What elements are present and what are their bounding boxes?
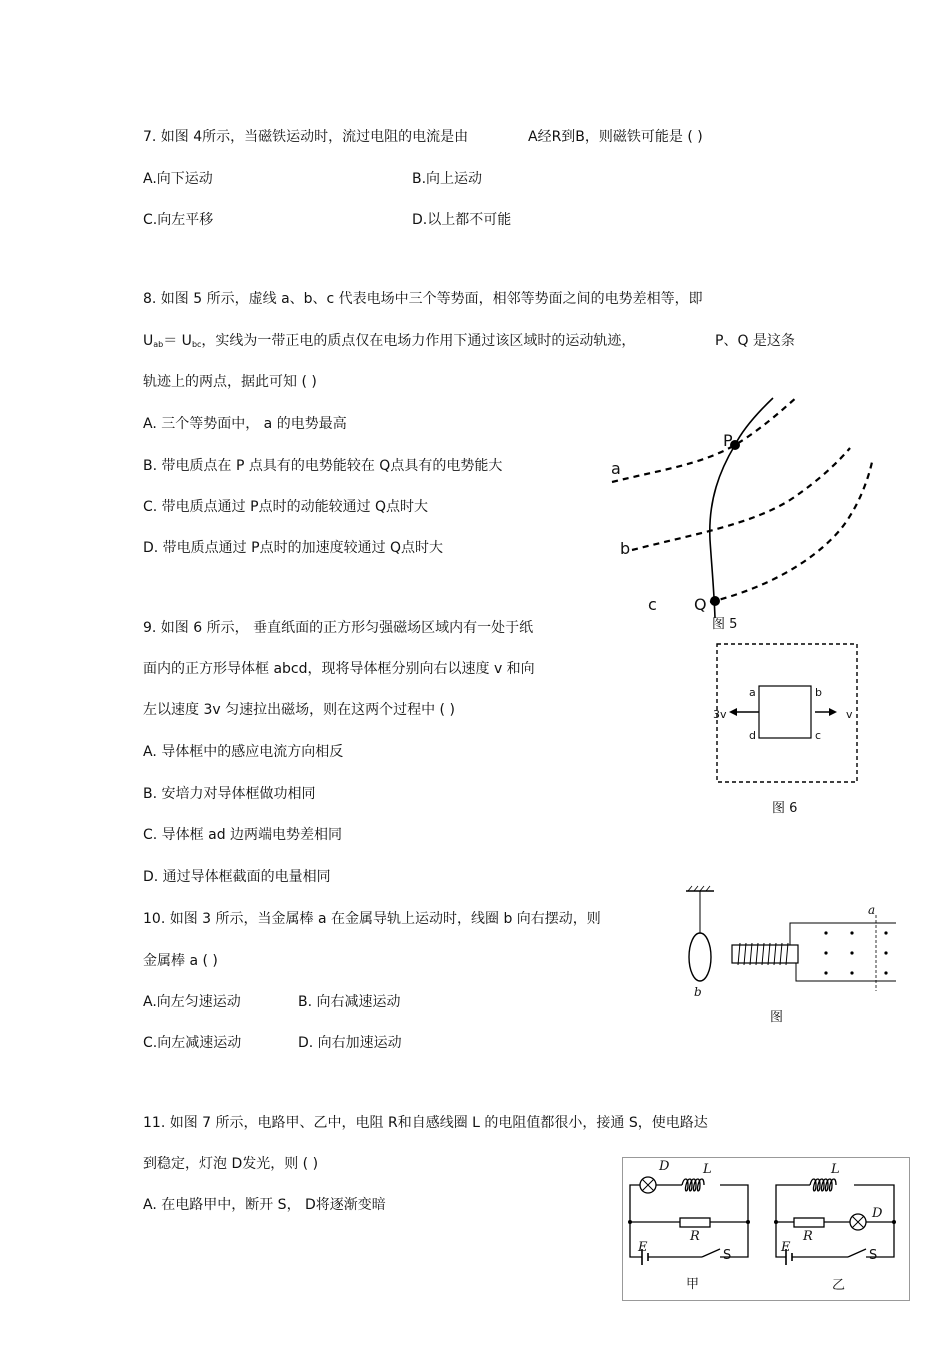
coil-l-right: [810, 1179, 836, 1191]
q8-sub-bc: bc: [191, 340, 202, 349]
q10-option-d: D. 向右加速运动: [298, 1035, 402, 1051]
fig7-left-label-s: S: [723, 1248, 732, 1263]
q9-option-d: D. 通过导体框截面的电量相同: [143, 869, 331, 885]
fig7-left-label-r: R: [690, 1229, 700, 1244]
figure-5-diagram: [600, 390, 890, 620]
fig7-left-name: 甲: [686, 1277, 700, 1292]
q9-line2: 面内的正方形导体框 abcd，现将导体框分别向右以速度 v 和向: [143, 661, 535, 677]
q9-option-b: B. 安培力对导体框做功相同: [143, 786, 316, 802]
q11-option-a: A. 在电路甲中，断开 S， D将逐渐变暗: [143, 1197, 386, 1213]
fig7-right-label-r: R: [803, 1229, 813, 1244]
q10-option-a: A.向左匀速运动: [143, 994, 241, 1010]
q11-line2: 到稳定，灯泡 D发光，则 ( ): [143, 1156, 319, 1172]
switch-s-right: [848, 1249, 866, 1257]
solenoid-wire-top: [790, 923, 896, 945]
fig7-right-name: 乙: [832, 1278, 846, 1293]
point-q-dot: [710, 596, 720, 606]
switch-s-left: [702, 1249, 720, 1257]
fig5-label-b: b: [620, 539, 631, 558]
fig7-right-label-s: S: [869, 1248, 878, 1263]
q10-line2: 金属棒 a ( ): [143, 953, 218, 969]
fig7-left-label-e: E: [638, 1240, 648, 1255]
equipotential-b-line: [632, 448, 850, 550]
q8-eq: ＝ U: [163, 333, 192, 349]
figure-7-diagram: [622, 1157, 910, 1301]
fig5-label-q: Q: [694, 595, 707, 614]
fig6-label-c: c: [815, 729, 822, 742]
fig7-left-label-l: L: [703, 1162, 712, 1177]
q7-option-c: C.向左平移: [143, 212, 214, 228]
q8-option-b: B. 带电质点在 P 点具有的电势能较在 Q点具有的电势能大: [143, 458, 503, 474]
q8-line1: 8. 如图 5 所示，虚线 a、b、c 代表电场中三个等势面，相邻等势面之间的电势差相等，即: [143, 291, 703, 307]
figure-6-diagram: [705, 640, 865, 790]
fig6-label-v: v: [846, 708, 853, 721]
q8-sub-ab: ab: [153, 340, 164, 349]
fig7-right-label-d: D: [872, 1206, 883, 1221]
q9-option-c: C. 导体框 ad 边两端电势差相同: [143, 827, 343, 843]
equipotential-c-line: [710, 462, 872, 602]
q11-line1: 11. 如图 7 所示，电路甲、乙中，电阻 R和自感线圈 L 的电阻值都很小，接通 S，使电路达: [143, 1115, 708, 1131]
q9-line3: 左以速度 3v 匀速拉出磁场，则在这两个过程中 ( ): [143, 702, 455, 718]
fig7-right-label-l: L: [831, 1162, 840, 1177]
magnetic-field-dots: [824, 931, 887, 974]
fig6-caption: 图 6: [772, 801, 798, 816]
fig5-caption: 图 5: [712, 617, 738, 632]
fig5-label-p: P: [723, 431, 733, 450]
q10-option-c: C.向左减速运动: [143, 1035, 242, 1051]
figure-3-diagram: [680, 885, 900, 997]
fig5-label-c: c: [648, 595, 657, 614]
q7-option-b: B.向上运动: [412, 171, 483, 187]
equipotential-a-line: [612, 396, 798, 482]
ring-coil-b: [689, 933, 711, 981]
q8-line3: 轨迹上的两点，据此可知 ( ): [143, 374, 317, 390]
resistor-r-left: [680, 1218, 710, 1227]
fig3-caption: 图: [770, 1010, 784, 1025]
conductor-frame: [759, 686, 811, 738]
q8-u1: U: [143, 333, 154, 349]
fig6-label-b: b: [815, 686, 822, 699]
left-arrow-icon: [729, 708, 737, 716]
fig3-label-b: b: [694, 985, 702, 999]
q8-option-a: A. 三个等势面中， a 的电势最高: [143, 416, 347, 432]
q7-stem: 7. 如图 4所示，当磁铁运动时，流过电阻的电流是由: [143, 129, 469, 145]
right-arrow-icon: [829, 708, 837, 716]
resistor-r-right: [794, 1218, 824, 1227]
q10-option-b: B. 向右减速运动: [298, 994, 401, 1010]
q9-line1: 9. 如图 6 所示， 垂直纸面的正方形匀强磁场区域内有一处于纸: [143, 620, 534, 636]
magnetic-field-region: [717, 644, 857, 782]
q7-stem-tail: A经R到B，则磁铁可能是 ( ): [528, 129, 703, 145]
fig6-label-d: d: [749, 729, 756, 742]
q8-line2-tail: P、Q 是这条: [715, 333, 795, 349]
fig3-label-a: a: [868, 903, 876, 917]
solenoid-body: [732, 945, 798, 963]
solenoid-windings: [738, 943, 788, 965]
coil-l-left: [682, 1179, 704, 1191]
q8-line2: [143, 332, 635, 354]
fig7-left-label-d: D: [659, 1159, 670, 1174]
fig7-right-label-e: E: [781, 1240, 791, 1255]
q9-option-a: A. 导体框中的感应电流方向相反: [143, 744, 344, 760]
q8-option-d: D. 带电质点通过 P点时的加速度较通过 Q点时大: [143, 540, 444, 556]
q7-option-d: D.以上都不可能: [412, 212, 512, 228]
q8-line2-rest: ，实线为一带正电的质点仅在电场力作用下通过该区域时的运动轨迹，: [201, 333, 636, 349]
q10-line1: 10. 如图 3 所示，当金属棒 a 在金属导轨上运动时，线圈 b 向右摆动，则: [143, 911, 601, 927]
q7-option-a: A.向下运动: [143, 171, 213, 187]
fig5-label-a: a: [611, 459, 621, 478]
fig6-label-a: a: [749, 686, 756, 699]
fig6-label-3v: 3v: [713, 708, 727, 721]
solenoid-wire-bottom: [796, 963, 896, 981]
q8-option-c: C. 带电质点通过 P点时的动能较通过 Q点时大: [143, 499, 429, 515]
